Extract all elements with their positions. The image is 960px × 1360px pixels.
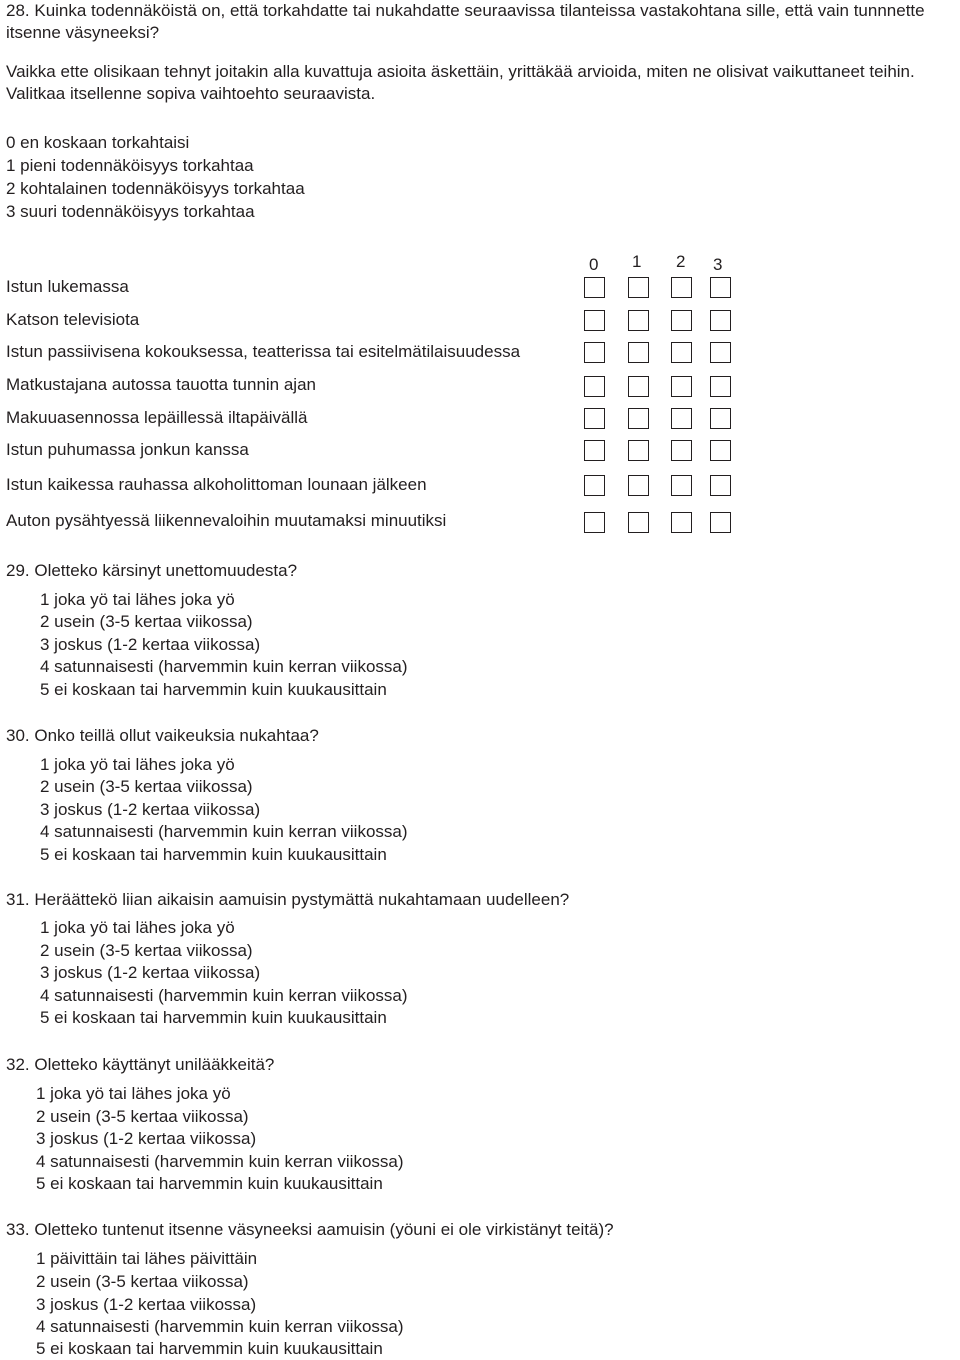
scale-legend-0: 0 en koskaan torkahtaisi [6,133,190,152]
rating-checkbox-0[interactable] [584,440,605,461]
answer-option: 1 joka yö tai lähes joka yö [36,1084,231,1103]
rating-checkbox-2[interactable] [671,277,692,298]
rating-checkbox-2[interactable] [671,376,692,397]
answer-option: 5 ei koskaan tai harvemmin kuin kuukausittain [40,1008,387,1027]
answer-option: 4 satunnaisesti (harvemmin kuin kerran viikossa) [40,986,408,1005]
answer-option: 4 satunnaisesti (harvemmin kuin kerran viikossa) [36,1152,404,1171]
rating-checkbox-3[interactable] [710,310,731,331]
answer-option: 3 joskus (1-2 kertaa viikossa) [40,963,261,982]
rating-checkbox-1[interactable] [628,310,649,331]
rating-checkbox-1[interactable] [628,475,649,496]
question-32-title: 32. Oletteko käyttänyt unilääkkeitä? [6,1055,275,1074]
answer-option: 1 joka yö tai lähes joka yö [40,590,235,609]
column-header-2: 2 [676,252,686,271]
scale-legend-1: 1 pieni todennäköisyys torkahtaa [6,156,254,175]
question-28-intro: Vaikka ette olisikaan tehnyt joitakin alla kuvattuja asioita äskettäin, yrittäkää arvioida, miten ne olisivat vaikuttaneet teihin. Valitkaa itsellenne sopiva vaihtoehto seuraavista. [6,62,915,103]
situation-row-label: Istun puhumassa jonkun kanssa [6,440,249,459]
answer-option: 5 ei koskaan tai harvemmin kuin kuukausittain [40,845,387,864]
answer-option: 3 joskus (1-2 kertaa viikossa) [40,635,261,654]
rating-checkbox-3[interactable] [710,376,731,397]
answer-option: 5 ei koskaan tai harvemmin kuin kuukausittain [40,680,387,699]
situation-row-label: Katson televisiota [6,310,140,329]
answer-option: 5 ei koskaan tai harvemmin kuin kuukausittain [36,1339,383,1358]
question-33-title: 33. Oletteko tuntenut itsenne väsyneeksi aamuisin (yöuni ei ole virkistänyt teitä)? [6,1220,614,1239]
answer-option: 2 usein (3-5 kertaa viikossa) [36,1272,249,1291]
rating-checkbox-1[interactable] [628,408,649,429]
scale-legend-3: 3 suuri todennäköisyys torkahtaa [6,202,255,221]
rating-checkbox-0[interactable] [584,475,605,496]
answer-option: 2 usein (3-5 kertaa viikossa) [36,1107,249,1126]
answer-option: 4 satunnaisesti (harvemmin kuin kerran viikossa) [40,657,408,676]
situation-row-label: Istun kaikessa rauhassa alkoholittoman lounaan jälkeen [6,475,427,494]
rating-checkbox-2[interactable] [671,310,692,331]
situation-row-label: Matkustajana autossa tauotta tunnin ajan [6,375,316,394]
rating-checkbox-0[interactable] [584,376,605,397]
situation-row-label: Makuuasennossa lepäillessä iltapäivällä [6,408,308,427]
answer-option: 1 joka yö tai lähes joka yö [40,918,235,937]
rating-checkbox-3[interactable] [710,512,731,533]
rating-checkbox-3[interactable] [710,440,731,461]
situation-row-label: Auton pysähtyessä liikennevaloihin muutamaksi minuutiksi [6,511,447,530]
rating-checkbox-0[interactable] [584,277,605,298]
situation-row-label: Istun lukemassa [6,277,129,296]
rating-checkbox-2[interactable] [671,408,692,429]
answer-option: 3 joskus (1-2 kertaa viikossa) [36,1295,257,1314]
rating-checkbox-3[interactable] [710,342,731,363]
rating-checkbox-3[interactable] [710,277,731,298]
scale-legend-2: 2 kohtalainen todennäköisyys torkahtaa [6,179,305,198]
question-28-title: 28. Kuinka todennäköistä on, että torkahdatte tai nukahdatte seuraavissa tilanteissa vastakohtana sille, että vain tunnnette itsenne väsyneeksi? [6,1,925,42]
rating-checkbox-1[interactable] [628,512,649,533]
answer-option: 4 satunnaisesti (harvemmin kuin kerran viikossa) [36,1317,404,1336]
question-31-title: 31. Heräättekö liian aikaisin aamuisin pystymättä nukahtamaan uudelleen? [6,890,570,909]
rating-checkbox-1[interactable] [628,342,649,363]
column-header-0: 0 [589,255,599,274]
rating-checkbox-1[interactable] [628,440,649,461]
column-header-1: 1 [632,252,642,271]
situation-row-label: Istun passiivisena kokouksessa, teatterissa tai esitelmätilaisuudessa [6,342,521,361]
answer-option: 4 satunnaisesti (harvemmin kuin kerran viikossa) [40,822,408,841]
rating-checkbox-3[interactable] [710,475,731,496]
rating-checkbox-0[interactable] [584,512,605,533]
answer-option: 5 ei koskaan tai harvemmin kuin kuukausittain [36,1174,383,1193]
rating-checkbox-2[interactable] [671,440,692,461]
question-30-title: 30. Onko teillä ollut vaikeuksia nukahtaa? [6,726,319,745]
rating-checkbox-2[interactable] [671,512,692,533]
question-29-title: 29. Oletteko kärsinyt unettomuudesta? [6,561,298,580]
rating-checkbox-1[interactable] [628,376,649,397]
answer-option: 1 päivittäin tai lähes päivittäin [36,1249,258,1268]
column-header-3: 3 [713,255,723,274]
answer-option: 3 joskus (1-2 kertaa viikossa) [36,1129,257,1148]
rating-checkbox-3[interactable] [710,408,731,429]
rating-checkbox-0[interactable] [584,408,605,429]
rating-checkbox-0[interactable] [584,342,605,363]
rating-checkbox-0[interactable] [584,310,605,331]
answer-option: 2 usein (3-5 kertaa viikossa) [40,777,253,796]
rating-checkbox-1[interactable] [628,277,649,298]
answer-option: 3 joskus (1-2 kertaa viikossa) [40,800,261,819]
answer-option: 2 usein (3-5 kertaa viikossa) [40,941,253,960]
rating-checkbox-2[interactable] [671,342,692,363]
answer-option: 1 joka yö tai lähes joka yö [40,755,235,774]
rating-checkbox-2[interactable] [671,475,692,496]
answer-option: 2 usein (3-5 kertaa viikossa) [40,612,253,631]
